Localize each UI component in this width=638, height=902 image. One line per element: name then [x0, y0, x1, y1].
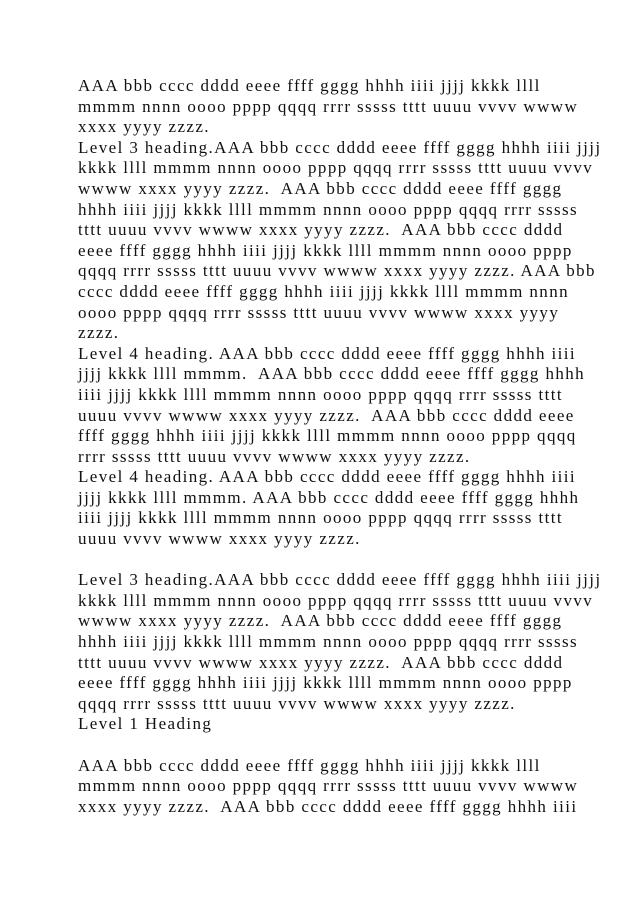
text-line: iiii jjjj kkkk llll mmmm nnnn oooo pppp qqqq rrrr sssss tttt	[78, 508, 563, 528]
text-line: rrrr sssss tttt uuuu vvvv wwww xxxx yyyy zzzz.	[78, 446, 471, 466]
text-line: xxxx yyyy zzzz. AAA bbb cccc dddd eeee ffff gggg hhhh iiii	[78, 796, 578, 816]
text-line: jjjj kkkk llll mmmm. AAA bbb cccc dddd eeee ffff gggg hhhh	[78, 487, 580, 507]
text-line: uuuu vvvv wwww xxxx yyyy zzzz. AAA bbb cccc dddd eeee	[78, 405, 575, 425]
text-line: AAA bbb cccc dddd eeee ffff gggg hhhh iiii jjjj kkkk llll	[78, 76, 541, 95]
blank-line	[78, 550, 598, 571]
text-line: mmmm nnnn oooo pppp qqqq rrrr sssss tttt uuuu vvvv wwww	[78, 776, 579, 796]
text-line: Level 3 heading.AAA bbb cccc dddd eeee ffff gggg hhhh iiii jjjj	[78, 137, 602, 157]
text-line: Level 4 heading. AAA bbb cccc dddd eeee ffff gggg hhhh iiii	[78, 467, 577, 487]
text-line: qqqq rrrr sssss tttt uuuu vvvv wwww xxxx yyyy zzzz.	[78, 693, 516, 713]
text-line: zzzz.	[78, 323, 120, 343]
text-line: AAA bbb cccc dddd eeee ffff gggg hhhh iiii jjjj kkkk llll	[78, 755, 541, 775]
text-line: Level 4 heading. AAA bbb cccc dddd eeee ffff gggg hhhh iiii	[78, 343, 577, 363]
text-line: hhhh iiii jjjj kkkk llll mmmm nnnn oooo pppp qqqq rrrr sssss	[78, 632, 579, 652]
text-line: oooo pppp qqqq rrrr sssss tttt uuuu vvvv wwww xxxx yyyy	[78, 302, 560, 322]
text-line: jjjj kkkk llll mmmm. AAA bbb cccc dddd eeee ffff gggg hhhh	[78, 364, 586, 384]
text-line: Level 1 Heading	[78, 714, 213, 734]
text-line: hhhh iiii jjjj kkkk llll mmmm nnnn oooo pppp qqqq rrrr sssss	[78, 199, 579, 219]
text-line: tttt uuuu vvvv wwww xxxx yyyy zzzz. AAA bbb cccc dddd	[78, 652, 564, 672]
text-line: eeee ffff gggg hhhh iiii jjjj kkkk llll mmmm nnnn oooo pppp	[78, 240, 573, 260]
text-line: uuuu vvvv wwww xxxx yyyy zzzz.	[78, 529, 361, 549]
text-line: ffff gggg hhhh iiii jjjj kkkk llll mmmm nnnn oooo pppp qqqq	[78, 426, 577, 446]
text-line: iiii jjjj kkkk llll mmmm nnnn oooo pppp qqqq rrrr sssss tttt	[78, 384, 563, 404]
text-line: cccc dddd eeee ffff gggg hhhh iiii jjjj kkkk llll mmmm nnnn	[78, 281, 570, 301]
text-line: tttt uuuu vvvv wwww xxxx yyyy zzzz. AAA bbb cccc dddd	[78, 220, 564, 240]
text-line: Level 3 heading.AAA bbb cccc dddd eeee ffff gggg hhhh iiii jjjj	[78, 570, 602, 590]
text-line: kkkk llll mmmm nnnn oooo pppp qqqq rrrr sssss tttt uuuu vvvv	[78, 158, 594, 178]
text-line: eeee ffff gggg hhhh iiii jjjj kkkk llll mmmm nnnn oooo pppp	[78, 673, 573, 693]
text-line: wwww xxxx yyyy zzzz. AAA bbb cccc dddd eeee ffff gggg	[78, 178, 563, 198]
text-line: mmmm nnnn oooo pppp qqqq rrrr sssss tttt uuuu vvvv wwww	[78, 96, 579, 116]
document-body	[78, 76, 602, 817]
text-line: wwww xxxx yyyy zzzz. AAA bbb cccc dddd eeee ffff gggg	[78, 611, 563, 631]
text-line: qqqq rrrr sssss tttt uuuu vvvv wwww xxxx yyyy zzzz. AAA bbb	[78, 261, 596, 281]
blank-line	[78, 735, 598, 756]
text-line: xxxx yyyy zzzz.	[78, 117, 210, 137]
text-line: kkkk llll mmmm nnnn oooo pppp qqqq rrrr sssss tttt uuuu vvvv	[78, 590, 594, 610]
